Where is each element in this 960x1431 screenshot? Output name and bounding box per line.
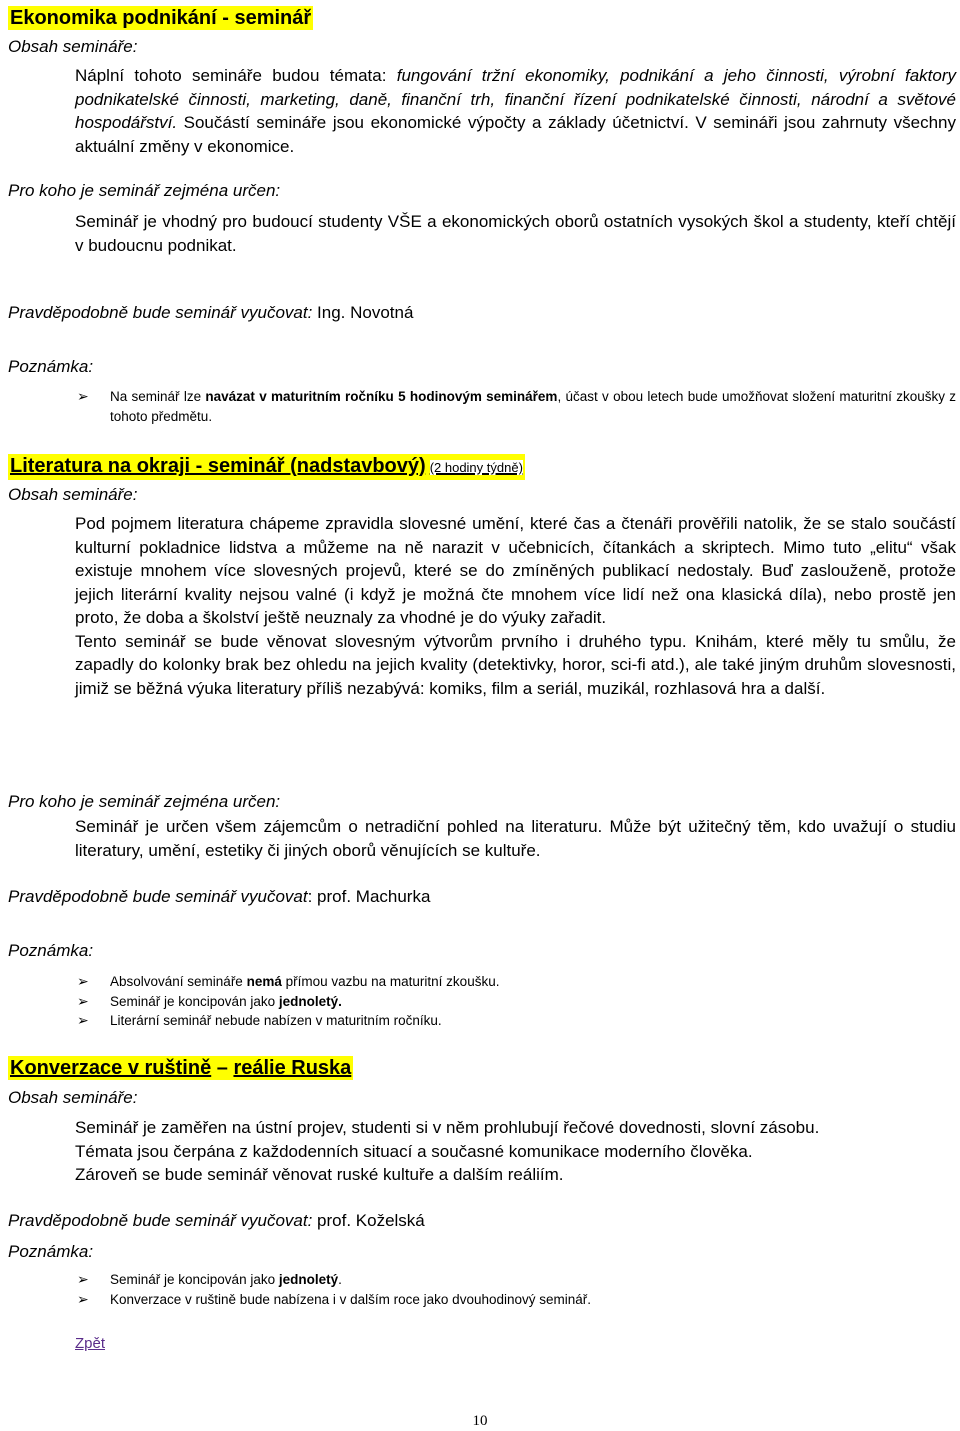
vyucovat-label [8, 1210, 425, 1232]
arrow-bullet-icon: ➢ [77, 1012, 89, 1028]
section-title-text: Ekonomika podnikání - seminář [10, 7, 312, 29]
obsah-paragraph [75, 1116, 956, 1187]
bullet-text-bold: navázat v maturitním ročníku 5 hodinovým seminářem [205, 389, 558, 404]
obsah-label [8, 1087, 137, 1109]
arrow-bullet-icon: ➢ [77, 973, 89, 989]
obsah-text-2: Tento seminář se bude věnovat slovesným výtvorům prvního i druhého typu. Knihám, které měly tu smůlu, že zapadly do kolonky brak bez ohledu na jejich kvality (detektivky, horor, sci-fi atd.), ale také jiným druhům slovesnosti, jimiž se běžná výuka literatury příliš nezabývá: komiks, film a seriál, muzikál, rozhlasová hra a další. [75, 631, 956, 698]
obsah-line-3: Zároveň se bude seminář věnovat ruské kultuře a dalším reáliím. [75, 1165, 564, 1184]
pro-koho-paragraph [75, 815, 956, 862]
section-title-konverzace [8, 1056, 353, 1080]
bullet-text: Konverzace v ruštině bude nabízena i v dalším roce jako dvouhodinový seminář. [110, 1291, 592, 1307]
section-title-literatura [8, 454, 525, 480]
pro-koho-label-text: Pro koho je seminář zejména určen: [8, 792, 281, 811]
obsah-label [8, 484, 137, 506]
obsah-text-2: Součástí semináře jsou ekonomické výpočty a základy účetnictví. V semináři jsou zahrnuty všechny aktuální změny v ekonomice. [75, 113, 956, 156]
list-item [75, 387, 956, 426]
bullet-text: Seminář je koncipován jako [110, 1272, 279, 1287]
obsah-text: Pod pojmem literatura chápeme zpravidla slovesné umění, které čas a čtenáři prověřili natolik, že se stalo součástí kulturní pokladnice lidstva a můžeme na ně narazit v učebnicích, čítankách a skriptech. Mimo tuto „elitu“ však existuje mnohem více slovesných projevů, které se do zmíněných publikací nedostaly. Buď zaslouženě, protože jejich literární kvality nejsou valné (i když je možná čte mnohem více lidí než ona klasická díla), nebo prostě jen proto, že doba a školství ještě neuznaly za vhodné je do výuky zařadit. [75, 514, 956, 627]
vyucovat-label-text: Pravděpodobně bude seminář vyučovat: [8, 1211, 313, 1230]
vyucovat-label-text: Pravděpodobně bude seminář vyučovat: [8, 303, 313, 322]
bullet-text: Absolvování semináře [110, 974, 247, 989]
pro-koho-paragraph [75, 210, 956, 257]
bullet-text: Na seminář lze [110, 389, 206, 404]
bullet-text: Seminář je koncipován jako [110, 993, 279, 1009]
pro-koho-text: Seminář je určen všem zájemcům o netradiční pohled na literaturu. Může být užitečný těm, kdo uvažují o studiu literatury, umění, estetiky či jiných oborů věnujících se kultuře. [75, 817, 956, 860]
poznamka-label [8, 1241, 93, 1263]
section-title-text: Literatura na okraji - seminář (nadstavbový) [10, 455, 426, 477]
vyucovat-label-text: Pravděpodobně bude seminář vyučovat [8, 887, 308, 906]
obsah-label-text: Obsah semináře: [8, 1088, 138, 1107]
obsah-line-1: Seminář je zaměřen na ústní projev, studenti si v něm prohlubují řečové dovednosti, slovní zásobu. [75, 1118, 820, 1137]
obsah-label-text: Obsah semináře: [8, 37, 138, 56]
bullet-text-2: přímou vazbu na maturitní zkoušku. [281, 974, 500, 989]
list-item [75, 1290, 956, 1310]
poznamka-label-text: Poznámka: [8, 1242, 94, 1261]
bullet-text-bold: nemá [246, 974, 282, 989]
section-title-subtitle: (2 hodiny týdně) [429, 460, 523, 475]
bullet-list [75, 1270, 956, 1309]
section-title-ekonomika [8, 6, 313, 30]
obsah-text: Náplní tohoto semináře budou témata: [75, 66, 397, 85]
arrow-bullet-icon: ➢ [77, 1271, 89, 1287]
list-item [75, 972, 956, 992]
obsah-paragraph [75, 64, 956, 158]
bullet-text-2: . [338, 1272, 342, 1287]
bullet-text: Literární seminář nebude nabízen v maturitním ročníku. [110, 1013, 442, 1028]
bullet-text-2: , účast v obou letech bude umožňovat složení maturitní zkoušky z tohoto předmětu. [110, 389, 956, 424]
obsah-line-2: Témata jsou čerpána z každodenních situací a současné komunikace moderního člověka. [75, 1141, 753, 1161]
teacher-name: prof. Koželská [312, 1211, 425, 1230]
obsah-paragraph [75, 512, 956, 700]
pro-koho-text: Seminář je vhodný pro budoucí studenty VŠE a ekonomických oborů ostatních vysokých škol a studenty, kteří chtějí v budoucnu podnikat. [75, 212, 956, 255]
bullet-text-bold: jednoletý [278, 1272, 339, 1287]
pro-koho-label [8, 180, 280, 202]
teacher-name: Ing. Novotná [312, 303, 414, 322]
arrow-bullet-icon: ➢ [77, 992, 89, 1009]
list-item [75, 1011, 956, 1031]
list-item [75, 992, 956, 1012]
poznamka-label [8, 940, 93, 962]
back-link[interactable]: Zpět [75, 1335, 106, 1352]
poznamka-label-text: Poznámka: [8, 941, 94, 960]
bullet-text-bold: jednoletý. [278, 993, 342, 1009]
bullet-list [75, 387, 956, 426]
pro-koho-label-text: Pro koho je seminář zejména určen: [8, 181, 281, 200]
arrow-bullet-icon: ➢ [77, 388, 89, 404]
arrow-bullet-icon: ➢ [77, 1290, 89, 1307]
poznamka-label [8, 356, 93, 378]
obsah-label [8, 36, 137, 58]
obsah-text-italic: fungování tržní ekonomiky, podnikání a jeho činnosti, výrobní faktory podnikatelské činnosti, marketing, daně, finanční trh, finanční řízení podnikatelské činnosti, národní a světové hospodářství. [75, 66, 956, 132]
section-title-text-2: reálie Ruska [233, 1057, 352, 1079]
poznamka-label-text: Poznámka: [8, 357, 94, 376]
list-item [75, 1270, 956, 1290]
obsah-label-text: Obsah semináře: [8, 485, 138, 504]
section-title-dash: – [211, 1057, 234, 1079]
section-title-text: Konverzace v ruštině [10, 1057, 212, 1079]
page-number: 10 [472, 1413, 488, 1429]
pro-koho-label [8, 791, 280, 813]
bullet-list [75, 972, 956, 1031]
vyucovat-label [8, 302, 413, 324]
teacher-name: : prof. Machurka [307, 887, 431, 906]
vyucovat-label [8, 886, 430, 908]
